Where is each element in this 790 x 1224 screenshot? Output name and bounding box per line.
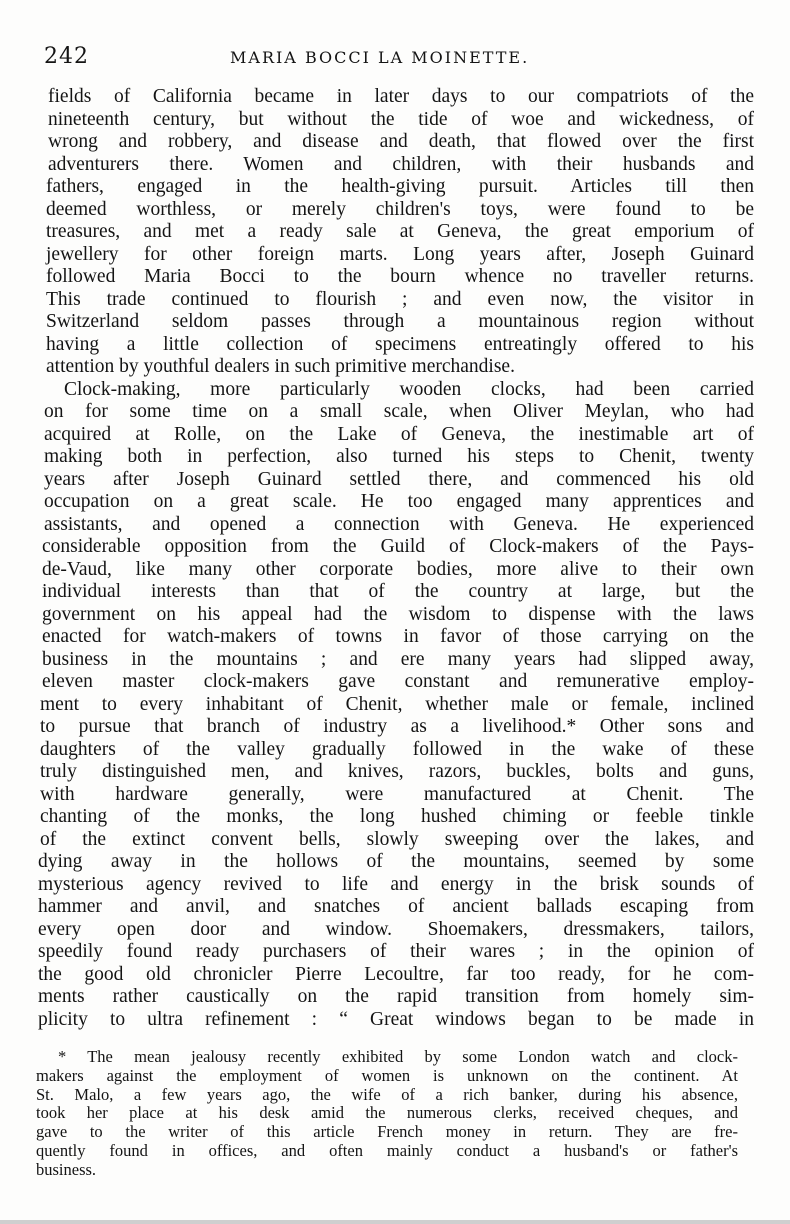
text-line: Clock-making, more particularly wooden clocks, had been carried — [64, 378, 754, 400]
text-line: ments rather caustically on the rapid transition from homely sim- — [38, 986, 754, 1007]
text-line: de-Vaud, like many other corporate bodies, more alive to their own — [42, 558, 754, 580]
footnote-line: business. — [36, 1159, 97, 1179]
text-line: acquired at Rolle, on the Lake of Geneva, the inestimable art of — [44, 423, 754, 445]
text-line: Switzerland seldom passes through a mountainous region without — [46, 311, 754, 332]
text-line: followed Maria Bocci to the bourn whence no traveller returns. — [46, 266, 754, 287]
text-line: truly distinguished men, and knives, razors, buckles, bolts and guns, — [40, 761, 754, 782]
text-line: years after Joseph Guinard settled there, and commenced his old — [44, 468, 754, 490]
text-line: wrong and robbery, and disease and death, that flowed over the first — [48, 131, 754, 152]
text-line: daughters of the valley gradually followed in the wake of these — [40, 738, 754, 760]
text-line: deemed worthless, or merely children's toys, were found to be — [46, 198, 754, 220]
footnote-line: quently found in offices, and often mainly conduct a husband's or father's — [36, 1140, 738, 1160]
text-line: enacted for watch-makers of towns in favor of those carrying on the — [42, 626, 754, 647]
text-line: plicity to ultra refinement : “ Great windows began to be made in — [38, 1008, 754, 1030]
page-number: 242 — [44, 44, 89, 69]
text-line: ment to every inhabitant of Chenit, whether male or female, inclined — [40, 693, 754, 715]
text-line: individual interests than that of the country at large, but the — [42, 581, 754, 602]
text-line: mysterious agency revived to life and energy in the brisk sounds of — [38, 873, 754, 895]
text-line: fathers, engaged in the health-giving pursuit. Articles till then — [46, 176, 754, 197]
text-line: speedily found ready purchasers of their wares ; in the opinion of — [38, 941, 754, 962]
text-line: assistants, and opened a connection with Geneva. He experienced — [44, 513, 754, 535]
text-line: dying away in the hollows of the mountains, seemed by some — [38, 851, 754, 872]
page-bottom-edge — [0, 1220, 790, 1224]
text-line: This trade continued to flourish ; and even now, the visitor in — [46, 288, 754, 310]
text-line: fields of California became in later days to our compatriots of the — [48, 86, 754, 107]
text-line: to pursue that branch of industry as a livelihood.* Other sons and — [40, 716, 754, 737]
footnote-line: took her place at his desk amid the numerous clerks, received cheques, and — [36, 1103, 738, 1123]
text-line: government on his appeal had the wisdom to dispense with the laws — [42, 603, 754, 625]
text-line: adventurers there. Women and children, with their husbands and — [48, 153, 754, 175]
text-line: treasures, and met a ready sale at Geneva, the great emporium of — [46, 221, 754, 242]
text-line: making both in perfection, also turned his steps to Chenit, twenty — [44, 446, 754, 467]
text-line: every open door and window. Shoemakers, dressmakers, tailors, — [38, 918, 754, 940]
text-line: considerable opposition from the Guild of Clock-makers of the Pays- — [42, 536, 754, 557]
text-line: of the extinct convent bells, slowly sweeping over the lakes, and — [40, 828, 754, 850]
body-text — [38, 86, 754, 1031]
text-line: business in the mountains ; and ere many years had slipped away, — [42, 648, 754, 670]
text-line: having a little collection of specimens entreatingly offered to his — [46, 333, 754, 355]
text-line: hammer and anvil, and snatches of ancient ballads escaping from — [38, 896, 754, 917]
text-line: the good old chronicler Pierre Lecoultre, far too ready, for he com- — [38, 963, 754, 985]
text-line: eleven master clock-makers gave constant and remunerative employ- — [42, 671, 754, 692]
text-line: attention by youthful dealers in such primitive merchandise. — [46, 356, 515, 377]
footnote-line: * The mean jealousy recently exhibited by some London watch and clock- — [58, 1047, 738, 1066]
page-header — [44, 44, 750, 74]
footnote-line: St. Malo, a few years ago, the wife of a rich banker, during his absence, — [36, 1084, 738, 1104]
running-title: MARIA BOCCI LA MOINETTE. — [230, 48, 530, 67]
text-line: on for some time on a small scale, when Oliver Meylan, who had — [44, 401, 754, 422]
footnote-line: gave to the writer of this article French money in return. They are fre- — [36, 1122, 738, 1142]
text-line: with hardware generally, were manufactured at Chenit. The — [40, 783, 754, 805]
footnote-line: makers against the employment of women is unknown on the continent. At — [36, 1065, 738, 1085]
text-line: nineteenth century, but without the tide of woe and wickedness, of — [48, 108, 754, 130]
text-line: occupation on a great scale. He too engaged many apprentices and — [44, 491, 754, 512]
text-line: chanting of the monks, the long hushed chiming or feeble tinkle — [40, 806, 754, 827]
footnote — [36, 1048, 738, 1180]
text-line: jewellery for other foreign marts. Long years after, Joseph Guinard — [46, 243, 754, 265]
